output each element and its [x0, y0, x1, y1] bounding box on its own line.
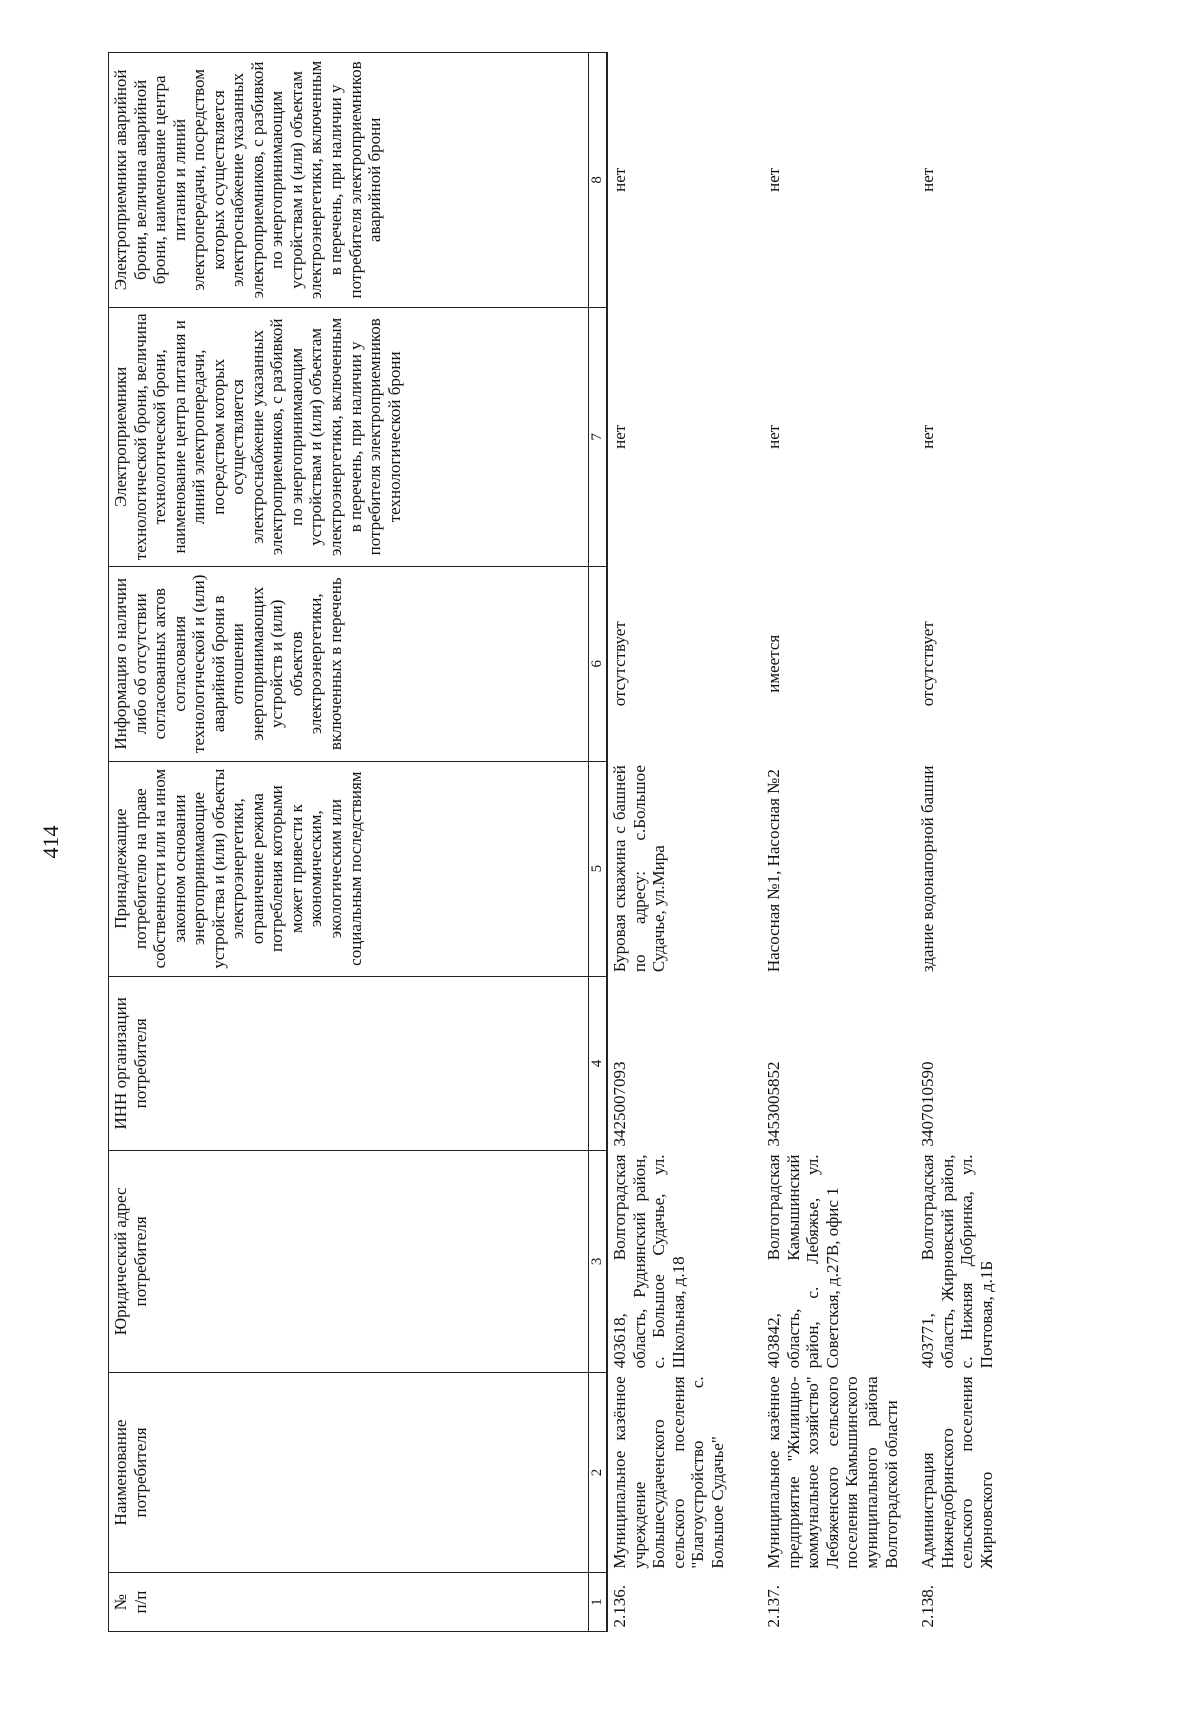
column-number: 5: [589, 761, 608, 976]
column-number: 6: [589, 566, 608, 761]
emergency-reserve: нет: [610, 167, 630, 192]
consumer-table: [108, 52, 1050, 1632]
consumer-inn: 3425007093: [610, 1061, 630, 1147]
header-emergency-reserve: Электроприемники аварийной брони, величина аварийной брони, наименование центра питания и линий электропередачи, посредством которых осуществляется электроснабжение указанных электроприемников, с разбивкой по энергопринимающим устройствам и (или) объектам электроэнергетики, включенным в перечень, при наличии у потребителя электроприемников аварийной брони: [109, 53, 589, 308]
consumer-name: Муниципальное казённое предприятие "Жилищно-коммунальное хозяйство" Лебяженского сельского поселения Камышинского муниципального района Волгоградской области: [764, 1376, 901, 1569]
tech-reserve: нет: [610, 424, 630, 449]
consumer-name: Администрация Нижнедобринского сельского поселения Жирновского: [918, 1376, 996, 1569]
consumer-address: 403842, Волгоградская область, Камышинский район, с. Лебяжье, ул. Советская, д.27В, офис 1: [764, 1154, 842, 1369]
consumer-name: Муниципальное казённое учреждение Большесудаченского сельского поселения "Благоустройство с. Большое Судачье": [610, 1376, 727, 1569]
table-row: [916, 53, 1050, 1632]
consumer-objects: здание водонапорной башни: [918, 765, 938, 973]
table-row: [762, 53, 916, 1632]
consumer-objects: Буровая скважина с башней по адресу: с.Большое Судачье, ул.Мира: [610, 765, 669, 973]
rotated-table-stage: [108, 52, 1108, 1632]
row-number: 2.137.: [764, 1585, 784, 1628]
page-number: 414: [38, 825, 63, 859]
consumer-inn: 3407010590: [918, 1061, 938, 1147]
consumer-inn: 3453005852: [764, 1061, 784, 1147]
column-number: 8: [589, 53, 608, 308]
row-number: 2.136.: [610, 1585, 630, 1628]
header-no: № п/п: [109, 1573, 589, 1632]
header-inn: ИНН организации потребителя: [109, 976, 589, 1150]
acts-status: имеется: [764, 634, 784, 693]
column-number: 4: [589, 976, 608, 1150]
header-tech-reserve: Электроприемники технологической брони, величина технологической брони, наименование центра питания и линий электропередачи, посредством которых осуществляется электроснабжение указанных электроприемников, с разбивкой по энергопринимающим устройствам и (или) объектам электроэнергетики, включенным в перечень, при наличии у потребителя электроприемников технологической брони: [109, 307, 589, 566]
acts-status: отсутствует: [918, 621, 938, 707]
tech-reserve: нет: [918, 424, 938, 449]
header-address: Юридический адрес потребителя: [109, 1150, 589, 1372]
tech-reserve: нет: [764, 424, 784, 449]
column-number: 2: [589, 1372, 608, 1572]
column-number: 7: [589, 307, 608, 566]
header-row: [109, 53, 589, 1632]
column-number: 1: [589, 1573, 608, 1632]
header-acts: Информация о наличии либо об отсутствии согласованных актов согласования технологической и (или) аварийной брони в отношении энергопринимающих устройств и (или) объектов электроэнергетики, включенных в перечень: [109, 566, 589, 761]
consumer-objects: Насосная №1, Насосная №2: [764, 769, 784, 973]
emergency-reserve: нет: [764, 167, 784, 192]
header-objects: Принадлежащие потребителю на праве собственности или на ином законном основании энергопринимающие устройства и (или) объекты электроэнергетики, ограничение режима потребления которыми может привести к экономическим, экологическим или социальным последствиям: [109, 761, 589, 976]
column-number-row: [589, 53, 608, 1632]
column-number: 3: [589, 1150, 608, 1372]
consumer-address: 403618, Волгоградская область, Руднянский район, с. Большое Судачье, ул. Школьная, д.18: [610, 1154, 688, 1369]
row-number: 2.138.: [918, 1585, 938, 1628]
header-name: Наименование потребителя: [109, 1372, 589, 1572]
table-row: [607, 53, 762, 1632]
emergency-reserve: нет: [918, 167, 938, 192]
consumer-address: 403771, Волгоградская область, Жирновский район, с. Нижняя Добринка, ул. Почтовая, д.1Б: [918, 1154, 996, 1369]
acts-status: отсутствует: [610, 621, 630, 707]
